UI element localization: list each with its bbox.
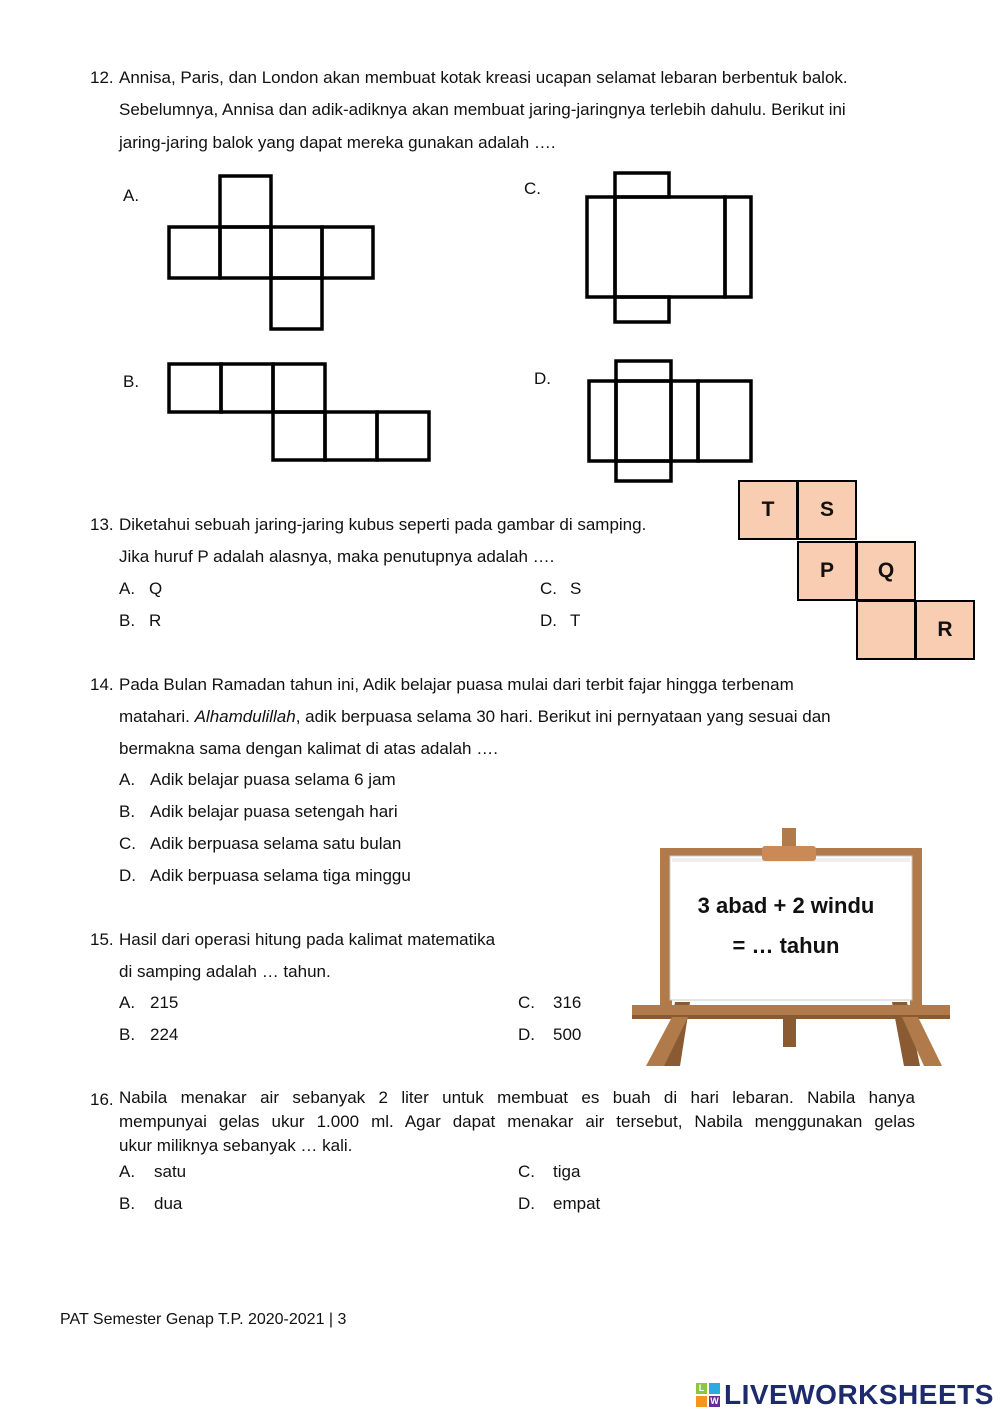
q12-option-d-label[interactable]: D.	[534, 369, 551, 388]
q14-option-a-key: A.	[119, 770, 136, 789]
q14-option-b[interactable]	[119, 802, 398, 822]
q13-option-d-text: T	[570, 611, 581, 630]
q16-line-2: mempunyai gelas ukur 1.000 ml. Agar dapat menakar air tersebut, Nabila menggunakan gelas	[119, 1112, 915, 1131]
q14-option-c-text: Adik berpuasa selama satu bulan	[150, 834, 402, 853]
q13-option-c-key: C.	[540, 579, 557, 598]
q14-option-b-text: Adik belajar puasa setengah hari	[150, 802, 398, 821]
q16-option-b[interactable]	[119, 1194, 182, 1214]
q15-option-c[interactable]	[518, 993, 581, 1013]
q14-option-c-key: C.	[119, 834, 136, 853]
q13-line-1: Diketahui sebuah jaring-jaring kubus seperti pada gambar di samping.	[119, 515, 647, 534]
q16-option-a[interactable]	[119, 1162, 186, 1182]
q13-option-a-text: Q	[149, 579, 163, 598]
cube-face-t: T	[738, 480, 798, 540]
q14-option-b-key: B.	[119, 802, 136, 821]
q13-option-d-key: D.	[540, 611, 557, 630]
q14-line-2-pre: matahari.	[119, 707, 195, 726]
q15-line-1: Hasil dari operasi hitung pada kalimat matematika	[119, 930, 496, 949]
q14-line-2-post: , adik berpuasa selama 30 hari. Berikut ini pernyataan yang sesuai dan	[295, 707, 831, 726]
q14-option-c[interactable]	[119, 834, 401, 854]
q14-option-d-text: Adik berpuasa selama tiga minggu	[150, 866, 411, 885]
q12-line-2: Sebelumnya, Annisa dan adik-adiknya akan membuat jaring-jaringnya terlebih dahulu. Berikut ini	[119, 100, 846, 119]
q14-line-2-italic: Alhamdulillah	[194, 707, 296, 726]
q16-option-b-key: B.	[119, 1194, 136, 1213]
q15-option-c-key: C.	[518, 993, 535, 1012]
q16-option-d-text: empat	[553, 1194, 601, 1213]
q15-option-c-text: 316	[553, 993, 582, 1012]
cube-face-s: S	[797, 480, 857, 540]
q16-option-c-text: tiga	[553, 1162, 581, 1181]
q15-option-b-text: 224	[150, 1025, 179, 1044]
q13-option-a-key: A.	[119, 579, 136, 598]
q15-option-b-key: B.	[119, 1025, 136, 1044]
q13-option-c-text: S	[570, 579, 582, 598]
q12-option-c-label[interactable]: C.	[524, 179, 541, 198]
q16-option-b-text: dua	[154, 1194, 183, 1213]
q16-line-1: Nabila menakar air sebanyak 2 liter untuk membuat es buah di hari lebaran. Nabila hanya	[119, 1088, 915, 1107]
q14-option-a-text: Adik belajar puasa selama 6 jam	[150, 770, 396, 789]
q13-option-a[interactable]	[119, 579, 162, 599]
q12-net-d[interactable]	[580, 352, 765, 490]
q12-net-c[interactable]	[578, 164, 763, 332]
q12-line-1: Annisa, Paris, dan London akan membuat kotak kreasi ucapan selamat lebaran berbentuk balok.	[119, 68, 848, 87]
page-footer: PAT Semester Genap T.P. 2020-2021 | 3	[60, 1311, 347, 1328]
liveworksheets-logo[interactable]	[696, 1378, 994, 1412]
q12-net-b[interactable]	[160, 356, 440, 468]
q16-option-c[interactable]	[518, 1162, 580, 1182]
logo-letter-l: L	[696, 1383, 707, 1394]
logo-letter-w: W	[710, 1396, 719, 1406]
q16-option-d-key: D.	[518, 1194, 535, 1213]
q16-line-3: ukur miliknya sebanyak … kali.	[119, 1136, 353, 1155]
q13-number: 13.	[90, 515, 114, 534]
q13-option-d[interactable]	[540, 611, 580, 631]
q12-option-a-label[interactable]: A.	[123, 186, 140, 205]
q15-option-d-text: 500	[553, 1025, 582, 1044]
cube-face-q: Q	[856, 541, 916, 601]
q15-option-a-key: A.	[119, 993, 136, 1012]
q13-option-b-text: R	[149, 611, 162, 630]
q16-option-c-key: C.	[518, 1162, 535, 1181]
q16-option-d[interactable]	[518, 1194, 600, 1214]
q12-net-a[interactable]	[160, 168, 385, 336]
q16-number: 16.	[90, 1090, 114, 1109]
q15-option-d-key: D.	[518, 1025, 535, 1044]
q14-line-3: bermakna sama dengan kalimat di atas adalah ….	[119, 739, 498, 758]
q14-number: 14.	[90, 675, 114, 694]
q13-option-b[interactable]	[119, 611, 161, 631]
q15-option-a[interactable]	[119, 993, 178, 1013]
q15-line-2: di samping adalah … tahun.	[119, 962, 331, 981]
board-line-2: = … tahun	[732, 933, 840, 958]
liveworksheets-logo-icon	[696, 1383, 720, 1407]
q16-option-a-key: A.	[119, 1162, 136, 1181]
q15-option-d[interactable]	[518, 1025, 581, 1045]
q16-option-a-text: satu	[154, 1162, 187, 1181]
q15-number: 15.	[90, 930, 114, 949]
q13-option-b-key: B.	[119, 611, 136, 630]
q14-option-d[interactable]	[119, 866, 411, 886]
q12-line-3: jaring-jaring balok yang dapat mereka gunakan adalah ….	[119, 133, 556, 152]
q15-option-a-text: 215	[150, 993, 179, 1012]
q12-option-b-label[interactable]: B.	[123, 372, 140, 391]
cube-face-r: R	[915, 600, 975, 660]
q14-line-2	[119, 707, 831, 727]
q15-option-b[interactable]	[119, 1025, 178, 1045]
liveworksheets-logo-text: LIVEWORKSHEETS	[724, 1379, 994, 1410]
board-line-1: 3 abad + 2 windu	[697, 893, 875, 918]
logo-square-orange	[696, 1396, 707, 1407]
q14-option-a[interactable]	[119, 770, 396, 790]
q14-option-d-key: D.	[119, 866, 136, 885]
q12-number: 12.	[90, 68, 114, 87]
q14-line-1: Pada Bulan Ramadan tahun ini, Adik belajar puasa mulai dari terbit fajar hingga terbenam	[119, 675, 794, 694]
q13-option-c[interactable]	[540, 579, 581, 599]
q13-line-2: Jika huruf P adalah alasnya, maka penutupnya adalah ….	[119, 547, 555, 566]
logo-square-blue	[709, 1383, 720, 1394]
cube-face-blank	[856, 600, 916, 660]
cube-face-p: P	[797, 541, 857, 601]
